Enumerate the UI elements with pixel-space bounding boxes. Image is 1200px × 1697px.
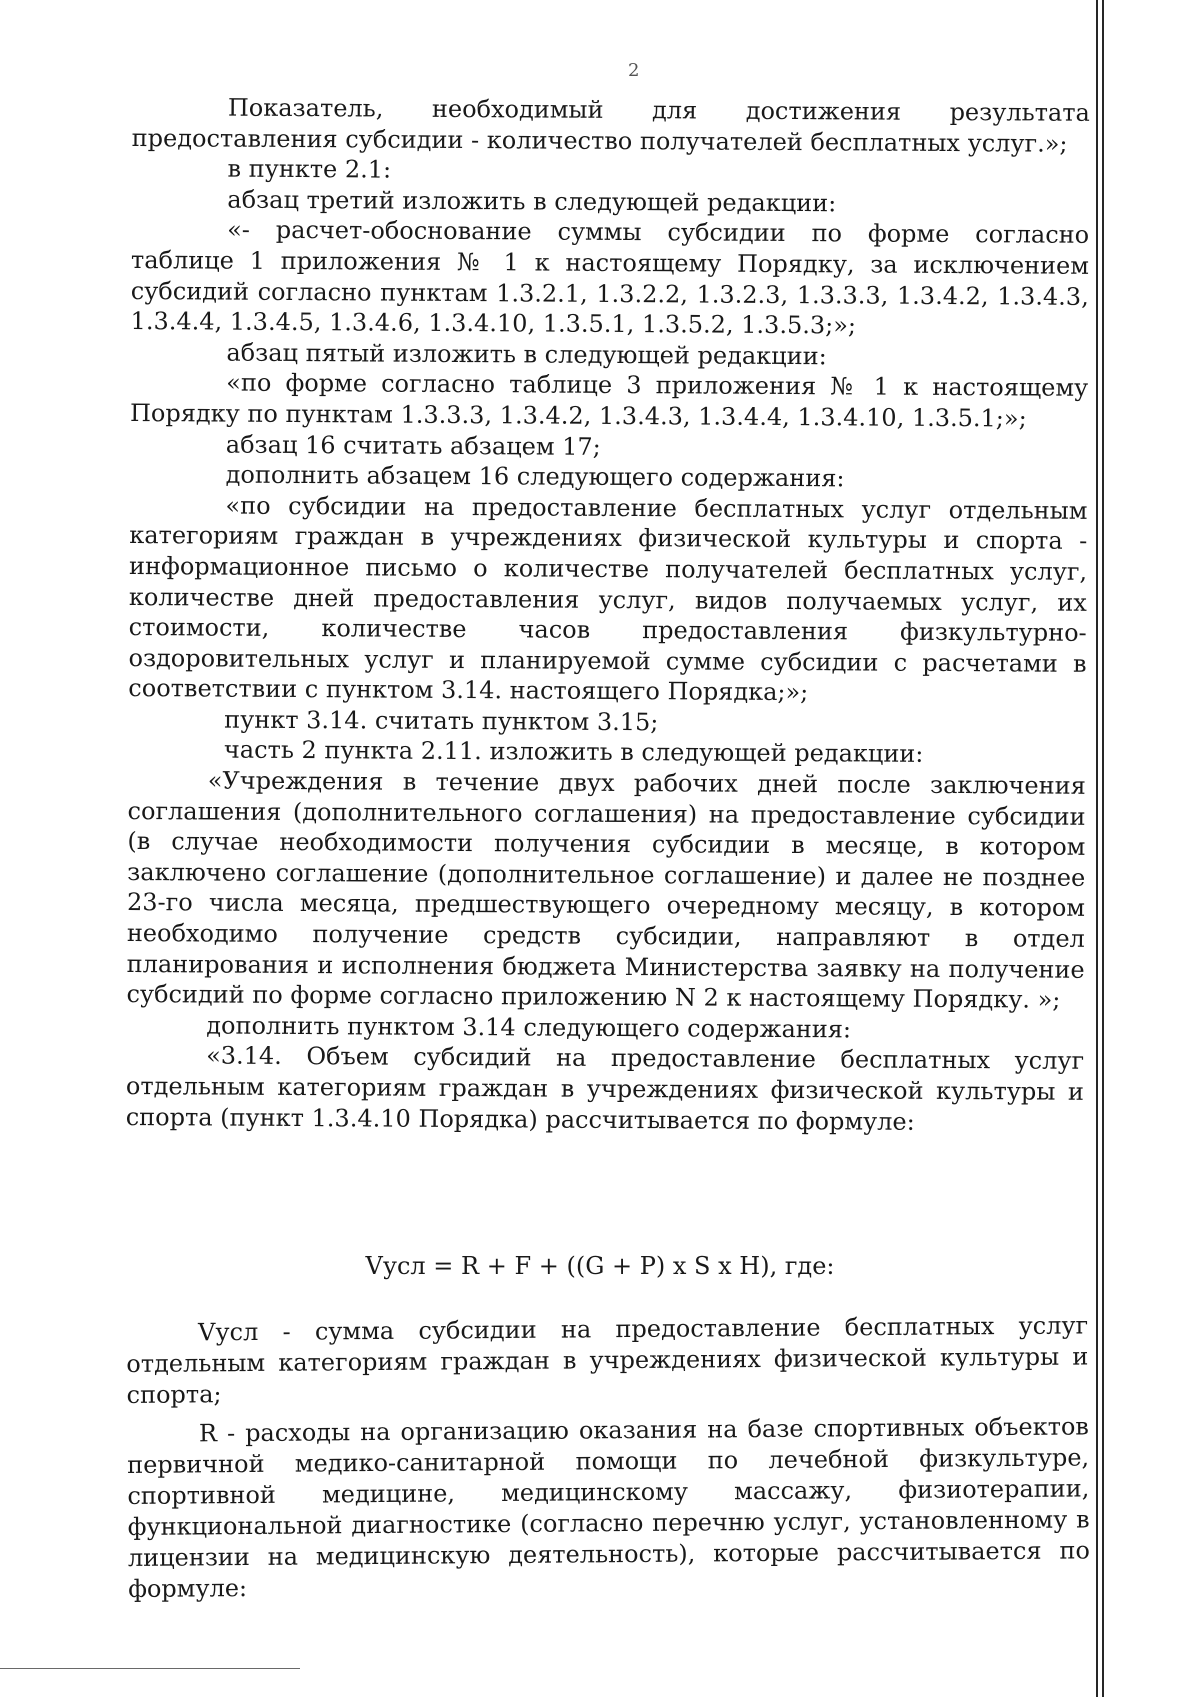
scan-margin-line	[1096, 0, 1098, 1697]
paragraph: пункт 3.14. считать пунктом 3.15;	[224, 705, 659, 737]
paragraph: «по субсидии на предоставление бесплатных услуг отдельным категориям граждан в учреждениях физической культуры и спорта - информационное письмо о количестве получателей бесплатных услуг, количестве дней предоставления услуг, видов получаемых услуг, их стоимости, количестве часов предоставления физкультурно-оздоровительных услуг и планируемой сумме субсидии с расчетами в соответствии с пунктом 3.14. настоящего Порядка;»;	[128, 491, 1088, 707]
upper-text-block	[126, 92, 1090, 1138]
paragraph: абзац 16 считать абзацем 17;	[225, 430, 601, 461]
formula: Vусл = R + F + ((G + P) x S x H), где:	[365, 1252, 835, 1280]
paragraph: «3.14. Объем субсидий на предоставление бесплатных услуг отдельным категориям граждан в учреждениях физической культуры и спорта (пункт 1.3.4.10 Порядка) рассчитывается по формуле:	[125, 1041, 1085, 1136]
paragraph: абзац третий изложить в следующей редакции:	[227, 185, 837, 218]
paragraph: дополнить абзацем 16 следующего содержания:	[225, 460, 845, 493]
paragraph: Vусл - сумма субсидии на предоставление бесплатных услуг отдельным категориям граждан в учреждениях физической культуры и спорта;	[126, 1311, 1089, 1409]
paragraph: «Учреждения в течение двух рабочих дней после заключения соглашения (дополнительного соглашения) на предоставление субсидии (в случае необходимости получения субсидии в месяце, в котором заключено соглашение (дополнительное соглашение) и далее не позднее 23-го числа месяца, предшествующего очередному месяцу, в котором необходимо получение средств субсидии, направляют в отдел планирования и исполнения бюджета Министерства заявку на получение субсидий по форме согласно приложению N 2 к настоящему Порядку. »;	[126, 766, 1086, 1014]
paragraph: часть 2 пункта 2.11. изложить в следующей редакции:	[223, 736, 924, 769]
paragraph: абзац пятый изложить в следующей редакции:	[226, 338, 827, 370]
paragraph: «по форме согласно таблице 3 приложения № 1 к настоящему Порядку по пунктам 1.3.3.3, 1.3.4.2, 1.3.4.3, 1.3.4.4, 1.3.4.10, 1.3.5.1;»;	[129, 368, 1089, 433]
scan-bottom-rule	[0, 1668, 300, 1669]
paragraph: R - расходы на организацию оказания на базе спортивных объектов первичной медико-санитарной помощи по лечебной физкультуре, спортивной медицине, медицинскому массажу, физиотерапии, функциональной диагностике (согласно перечню услуг, установленному в лицензии на медицинскую деятельность), которые рассчитывается по формуле:	[127, 1412, 1090, 1603]
page-number: 2	[628, 60, 640, 81]
lower-text-block	[126, 1310, 1090, 1613]
paragraph: «- расчет-обоснование суммы субсидии по форме согласно таблице 1 приложения № 1 к настоящему Порядку, за исключением субсидий согласно пунктам 1.3.2.1, 1.3.2.2, 1.3.2.3, 1.3.3.3, 1.3.4.2, 1.3.4.3, 1.3.4.4, 1.3.4.5, 1.3.4.6, 1.3.4.10, 1.3.5.1, 1.3.5.2, 1.3.5.3;»;	[130, 215, 1090, 340]
scan-margin-line	[1102, 0, 1104, 1697]
paragraph: Показатель, необходимый для достижения результата предоставления субсидии - количество получателей бесплатных услуг.»;	[131, 93, 1090, 158]
paragraph: в пункте 2.1:	[227, 154, 392, 184]
paragraph: дополнить пунктом 3.14 следующего содержания:	[206, 1011, 852, 1044]
